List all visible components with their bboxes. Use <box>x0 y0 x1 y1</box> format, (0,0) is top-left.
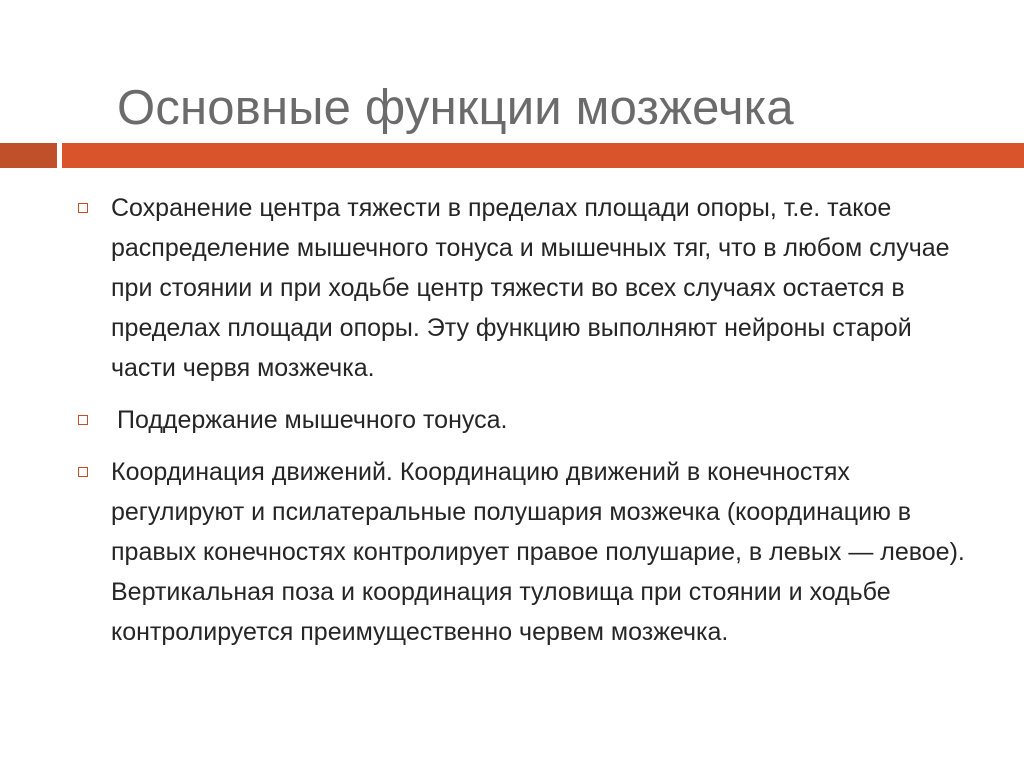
bullet-text: Поддержание мышечного тонуса. <box>117 406 508 434</box>
title-rule-left <box>0 143 57 168</box>
bullet-item <box>78 188 978 388</box>
square-outline-icon <box>78 203 88 213</box>
square-outline-icon <box>78 467 88 477</box>
bullet-item <box>78 452 978 652</box>
bullet-text: Сохранение центра тяжести в пределах площади опоры, т.е. такое распределение мышечного тонуса и мышечных тяг, что в любом случае при стоянии и при ходьбе центр тяжести во всех случаях остается в пределах площади опоры. Эту функцию выполняют нейроны старой части червя мозжечка. <box>111 194 950 382</box>
bullet-list <box>78 188 978 664</box>
bullet-item <box>78 400 978 440</box>
title-rule-right <box>62 143 1024 168</box>
square-outline-icon <box>78 415 88 425</box>
slide-title: Основные функции мозжечка <box>117 81 794 135</box>
bullet-text: Координация движений. Координацию движений в конечностях регулируют и псилатеральные полушария мозжечка (координацию в правых конечностях контролирует правое полушарие, в левых — левое). Вертикальная поза и координация туловища при стоянии и ходьбе контролируется преимущественно червем мозжечка. <box>111 458 965 646</box>
